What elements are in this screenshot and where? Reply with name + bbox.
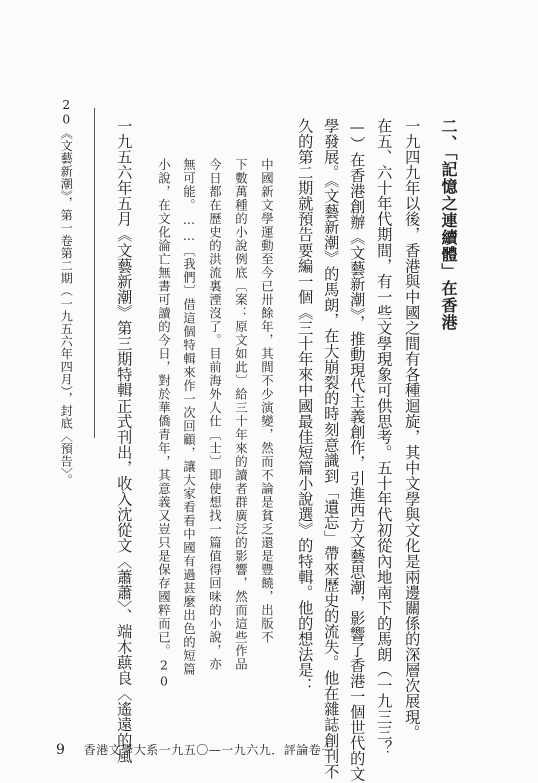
page-footer bbox=[56, 741, 334, 758]
quote-line-2: 下數萬種的小說例底〔案：原文如此〕給三十年來的讀者群廣泛的影響，然而這些作品 bbox=[233, 158, 249, 671]
paragraph-1-line-2: 在五、六十年代期間，有一些文學現象可供思考。五十年代初從內地南下的馬朗（一九三三？ bbox=[375, 118, 394, 756]
paragraph-1-line-3: —）在香港創辦《文藝新潮》，推動現代主義創作，引進西方文藝思潮，影響了香港一個世代的文 bbox=[348, 118, 367, 782]
footnote: 20《文藝新潮》，第一卷第二期（一九五六年四月），封底〈預告〉。 bbox=[59, 98, 74, 487]
quote-line-1: 中國新文學運動至今已卅餘年，其間不少演變，然而不論是貧乏還是豐饒，出版不 bbox=[259, 158, 275, 644]
quote-line-5: 小說，在文化淪亡無書可讀的今日，對於華僑青年，其意義又豈只是保存國粹而已。20 bbox=[156, 158, 172, 690]
paragraph-1-line-5: 久的第二期就預告要編一個《三十年來中國最佳短篇小說選》的特輯。他的想法是： bbox=[296, 118, 315, 694]
footnote-rule bbox=[94, 108, 95, 438]
section-heading: 二、「記憶之連續體」在香港 bbox=[439, 118, 458, 331]
paragraph-1-line-1: 一九四九年以後，香港與中國之間有各種迴旋，其中文學與文化是兩邊關係的深層次展現。 bbox=[403, 118, 422, 740]
quote-line-4: 無可能。……〔我們〕借這個特輯來作一次回顧，讓大家看看中國有過甚麼出色的短篇 bbox=[181, 158, 197, 677]
quote-line-3: 今日都在歷史的洪流裏湮沒了。目前海外人仕〔士〕即使想找一篇值得回味的小說，亦 bbox=[207, 158, 223, 671]
paragraph-2-line-1: 一九五六年五月《文藝新潮》第三期特輯正式刊出，收入沈從文〈蕭蕭〉、端木蕻良〈遙遠的風 bbox=[115, 118, 134, 764]
running-title: 香港文學大系一九五〇—一九六九．評論卷一 bbox=[83, 743, 334, 757]
paragraph-1-line-4: 學發展。《文藝新潮》的馬朗，在大崩裂的時刻意識到「遺忘」帶來歷史的流失。他在雜誌創刊不 bbox=[322, 118, 341, 780]
page-number: 9 bbox=[56, 742, 66, 758]
